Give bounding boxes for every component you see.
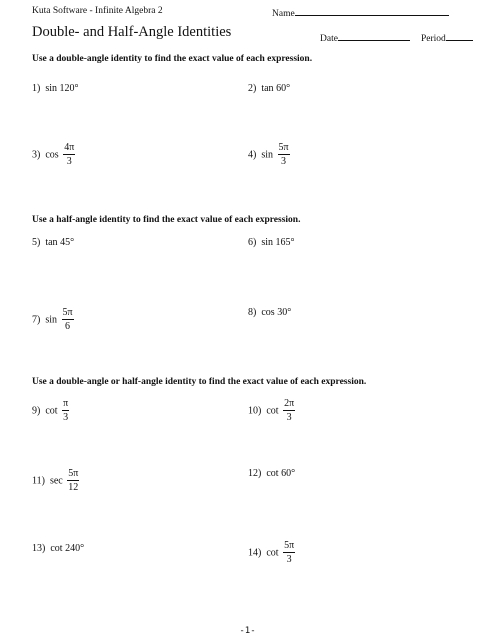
name-blank[interactable] bbox=[295, 6, 449, 16]
section-instruction: Use a half-angle identity to find the exact value of each expression. bbox=[32, 215, 301, 225]
fraction-numerator: 2π bbox=[284, 398, 295, 409]
section-instruction: Use a double-angle or half-angle identity to find the exact value of each expression. bbox=[32, 377, 367, 387]
problem-3 bbox=[32, 142, 75, 168]
problem-argument: 60° bbox=[276, 83, 291, 94]
fraction bbox=[283, 540, 295, 566]
problem-number: 5) bbox=[32, 237, 41, 248]
problem-number: 11) bbox=[32, 475, 45, 487]
fraction-denominator: 3 bbox=[66, 156, 72, 167]
period-field[interactable] bbox=[421, 31, 473, 44]
problem-argument: 240° bbox=[65, 543, 85, 554]
problem-number: 2) bbox=[248, 83, 257, 94]
problem-number: 4) bbox=[248, 149, 257, 161]
problem-11 bbox=[32, 468, 79, 494]
fraction bbox=[278, 142, 290, 168]
problem-function: cot bbox=[45, 405, 58, 417]
name-label: Name bbox=[272, 9, 295, 19]
problem-function: cot bbox=[266, 547, 279, 559]
problem-5 bbox=[32, 237, 74, 248]
fraction-denominator: 3 bbox=[63, 412, 69, 423]
fraction-numerator: π bbox=[63, 398, 69, 409]
problem-argument: 30° bbox=[277, 307, 292, 318]
problem-2 bbox=[248, 83, 290, 94]
page-title: Double- and Half-Angle Identities bbox=[32, 24, 232, 40]
period-label: Period bbox=[421, 34, 446, 44]
problem-12 bbox=[248, 468, 295, 479]
problem-argument: 60° bbox=[281, 468, 296, 479]
problem-number: 6) bbox=[248, 237, 257, 248]
fraction bbox=[62, 307, 74, 333]
name-field[interactable] bbox=[272, 6, 449, 19]
problem-argument: 45° bbox=[60, 237, 75, 248]
problem-1 bbox=[32, 83, 79, 94]
fraction-denominator: 6 bbox=[65, 321, 71, 332]
section-instruction: Use a double-angle identity to find the exact value of each expression. bbox=[32, 54, 313, 64]
problem-function: cos bbox=[45, 149, 59, 161]
problem-function: sin bbox=[45, 83, 58, 94]
problem-number: 13) bbox=[32, 543, 46, 554]
problem-10 bbox=[248, 398, 295, 424]
publisher-label: Kuta Software - Infinite Algebra 2 bbox=[32, 6, 163, 16]
date-label: Date bbox=[320, 34, 338, 44]
fraction bbox=[283, 398, 295, 424]
problem-6 bbox=[248, 237, 295, 248]
period-blank[interactable] bbox=[446, 31, 473, 41]
problem-number: 9) bbox=[32, 405, 41, 417]
problem-number: 8) bbox=[248, 307, 257, 318]
problem-number: 3) bbox=[32, 149, 41, 161]
problem-function: sin bbox=[261, 237, 274, 248]
problem-argument: 165° bbox=[275, 237, 295, 248]
problem-function: cot bbox=[50, 543, 63, 554]
problem-argument: 120° bbox=[59, 83, 79, 94]
problem-number: 1) bbox=[32, 83, 41, 94]
problem-function: cot bbox=[266, 468, 279, 479]
fraction-numerator: 4π bbox=[64, 142, 75, 153]
problem-13 bbox=[32, 543, 84, 554]
problem-4 bbox=[248, 142, 290, 168]
fraction-numerator: 5π bbox=[68, 468, 79, 479]
problem-number: 14) bbox=[248, 547, 262, 559]
page-number: -1- bbox=[239, 626, 256, 636]
fraction-denominator: 3 bbox=[281, 156, 287, 167]
problem-function: sin bbox=[261, 149, 274, 161]
problem-14 bbox=[248, 540, 295, 566]
problem-number: 12) bbox=[248, 468, 262, 479]
problem-function: sin bbox=[45, 314, 58, 326]
fraction-denominator: 3 bbox=[286, 554, 292, 565]
fraction bbox=[62, 398, 69, 424]
date-field[interactable] bbox=[320, 31, 410, 44]
date-blank[interactable] bbox=[338, 31, 410, 41]
problem-9 bbox=[32, 398, 69, 424]
fraction bbox=[67, 468, 79, 494]
fraction-numerator: 5π bbox=[284, 540, 295, 551]
fraction-denominator: 12 bbox=[68, 482, 79, 493]
problem-8 bbox=[248, 307, 291, 318]
problem-function: sec bbox=[49, 475, 63, 487]
problem-number: 7) bbox=[32, 314, 41, 326]
problem-function: tan bbox=[261, 83, 274, 94]
problem-function: tan bbox=[45, 237, 58, 248]
fraction bbox=[63, 142, 75, 168]
problem-function: cot bbox=[266, 405, 279, 417]
problem-7 bbox=[32, 307, 74, 333]
fraction-denominator: 3 bbox=[286, 412, 292, 423]
problem-number: 10) bbox=[248, 405, 262, 417]
fraction-numerator: 5π bbox=[278, 142, 289, 153]
problem-function: cos bbox=[261, 307, 275, 318]
fraction-numerator: 5π bbox=[62, 307, 73, 318]
